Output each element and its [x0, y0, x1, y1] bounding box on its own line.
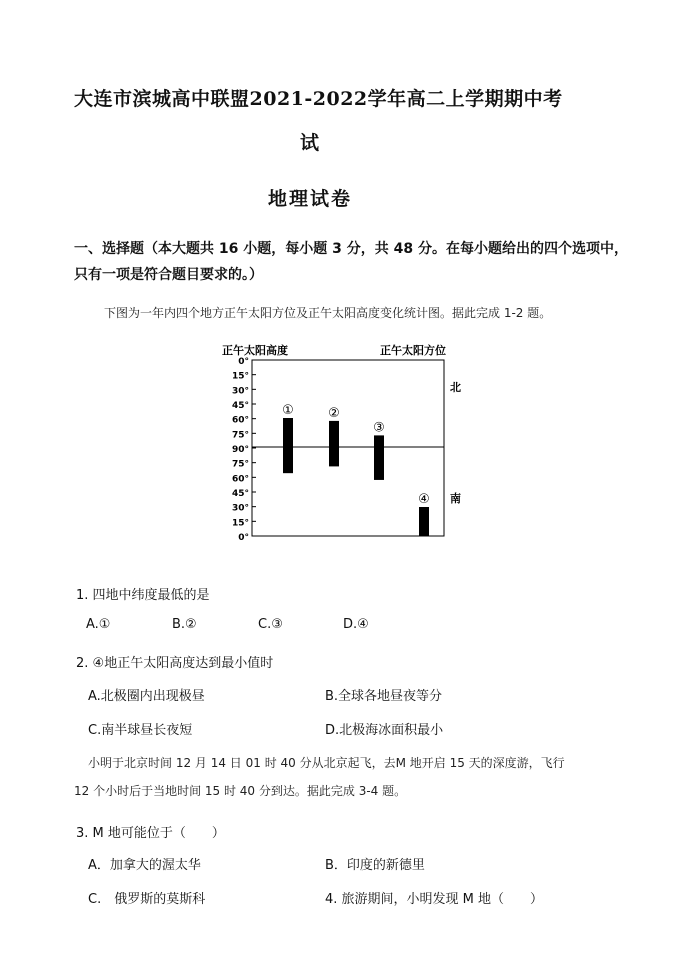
chart-bar-3	[374, 435, 384, 480]
q1-option-a: A.①	[86, 617, 111, 632]
y-tick-label: 30°	[231, 503, 249, 514]
q3-option-b: B．印度的新德里	[325, 858, 425, 873]
y-tick-label: 45°	[231, 489, 249, 499]
q3-option-a: A．加拿大的渥太华	[88, 858, 201, 873]
chart-bar-marker-4: ④	[418, 492, 430, 507]
y-tick-label: 60°	[231, 415, 249, 426]
y-tick-label: 75°	[231, 459, 249, 470]
question-3: 3. M 地可能位于（ ）	[76, 826, 225, 841]
q2-option-a: A.北极圈内出现极昼	[88, 689, 205, 704]
chart-bar-marker-3: ③	[373, 420, 385, 436]
exam-title: 大连市滨城高中联盟2021-2022学年高二上学期期中考	[74, 88, 563, 110]
q1-option-d: D.④	[343, 617, 369, 632]
chart-north-label: 北	[450, 381, 461, 394]
y-tick-label: 45°	[231, 401, 249, 411]
y-tick-label: 15°	[231, 518, 249, 529]
q2-option-b: B.全球各地昼夜等分	[325, 689, 443, 704]
q1-option-c: C.③	[258, 617, 283, 632]
chart-bar-1	[283, 418, 293, 473]
section-heading-line1: 一、选择题（本大题共 16 小题，每小题 3 分，共 48 分。在每小题给出的四个选项中，	[74, 241, 628, 257]
chart-left-label: 正午太阳高度	[222, 344, 288, 357]
section-heading-line2: 只有一项是符合题目要求的。）	[74, 267, 263, 283]
y-tick-label: 0°	[238, 357, 249, 367]
q2-option-d: D.北极海冰面积最小	[325, 723, 444, 738]
question-intro-2-line2: 12 个小时后于当地时间 15 时 40 分到达。据此完成 3-4 题。	[74, 784, 407, 798]
q3-option-c: C. 俄罗斯的莫斯科	[88, 892, 206, 907]
exam-title-continued: 试	[300, 132, 320, 154]
chart-frame	[252, 360, 444, 536]
chart-right-label: 正午太阳方位	[380, 344, 446, 357]
question-4: 4. 旅游期间，小明发现 M 地（ ）	[325, 892, 544, 907]
chart-south-label: 南	[450, 492, 461, 505]
section-heading	[74, 236, 634, 288]
y-tick-label: 0°	[238, 533, 249, 543]
chart-bars	[282, 403, 430, 536]
y-tick-label: 75°	[231, 430, 249, 441]
question-1: 1. 四地中纬度最低的是	[76, 588, 210, 603]
y-tick-label: 90°	[231, 445, 249, 455]
question-2: 2. ④地正午太阳高度达到最小值时	[76, 656, 274, 671]
chart-bar-4	[419, 507, 429, 536]
y-tick-label: 30°	[231, 386, 249, 397]
question-intro-2-line1: 小明于北京时间 12 月 14 日 01 时 40 分从北京起飞，去M 地开启 15 天的深度游，飞行	[88, 756, 565, 770]
q2-option-c: C.南半球昼长夜短	[88, 723, 193, 738]
q1-option-b: B.②	[172, 617, 197, 632]
chart-bar-marker-2: ②	[328, 405, 340, 421]
exam-subtitle: 地理试卷	[268, 188, 353, 210]
y-tick-label: 15°	[231, 371, 249, 382]
y-tick-label: 60°	[231, 474, 249, 485]
sun-altitude-chart	[218, 340, 468, 545]
chart-bar-marker-1: ①	[282, 403, 294, 418]
chart-bar-2	[329, 421, 339, 467]
question-intro-1: 下图为一年内四个地方正午太阳方位及正午太阳高度变化统计图。据此完成 1-2 题。	[104, 306, 552, 320]
